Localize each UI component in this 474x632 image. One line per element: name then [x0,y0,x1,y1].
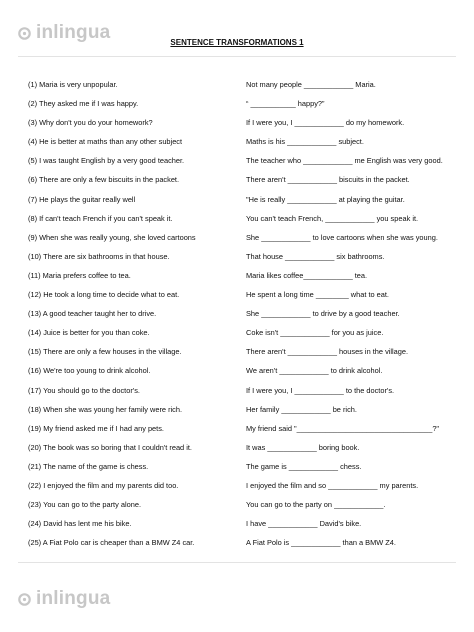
exercise-row [0,361,474,380]
page-title: SENTENCE TRANSFORMATIONS 1 [170,38,304,47]
top-divider [18,56,456,57]
original-sentence: (17) You should go to the doctor's. [28,385,140,395]
transformation-prompt: She ____________ to love cartoons when she was young. [246,232,438,242]
inlingua-mark-icon [18,593,31,606]
exercise-row [0,342,474,361]
original-sentence: (4) He is better at maths than any other subject [28,137,183,147]
original-sentence: (7) He plays the guitar really well [28,194,136,204]
original-sentence: (9) When she was really young, she loved cartoons [28,232,196,242]
original-sentence: (22) I enjoyed the film and my parents did too. [28,480,179,490]
exercise-row [0,514,474,533]
transformation-prompt: You can go to the party on ____________. [246,500,386,510]
transformation-prompt: The game is ____________ chess. [246,461,362,471]
transformation-prompt: We aren't ____________ to drink alcohol. [246,366,383,376]
exercise-row [0,438,474,457]
exercise-row [0,495,474,514]
transformation-prompt: I enjoyed the film and so ____________ my parents. [246,480,419,490]
transformation-prompt: My friend said "_________________________________?" [246,423,440,433]
transformation-prompt: “ ___________ happy?” [246,99,325,109]
transformation-prompt: A Fiat Polo is ____________ than a BMW Z4. [246,538,396,548]
original-sentence: (6) There are only a few biscuits in the packet. [28,175,180,185]
exercise-row [0,400,474,419]
exercise-row [0,381,474,400]
transformation-prompt: That house ____________ six bathrooms. [246,251,385,261]
original-sentence: (13) A good teacher taught her to drive. [28,309,157,319]
transformation-prompt: There aren't ____________ biscuits in the packet. [246,175,410,185]
original-sentence: (11) Maria prefers coffee to tea. [28,270,131,280]
exercise-row [0,457,474,476]
transformation-prompt: She ____________ to drive by a good teacher. [246,309,400,319]
original-sentence: (12) He took a long time to decide what to eat. [28,290,180,300]
exercise-row [0,266,474,285]
bottom-divider [18,562,456,563]
original-sentence: (25) A Fiat Polo car is cheaper than a BMW Z4 car. [28,538,195,548]
exercise-row [0,419,474,438]
exercise-row [0,170,474,189]
exercise-row [0,151,474,170]
original-sentence: (23) You can go to the party alone. [28,500,141,510]
transformation-prompt: You can't teach French, ____________ you speak it. [246,213,419,223]
exercise-row [0,476,474,495]
exercise-list [0,75,474,552]
transformation-prompt: Maria likes coffee____________ tea. [246,270,368,280]
brand-name: inlingua [36,588,111,609]
brand-name: inlingua [36,22,111,43]
original-sentence: (10) There are six bathrooms in that house. [28,251,170,261]
exercise-row [0,247,474,266]
transformation-prompt: Her family ____________ be rich. [246,404,357,414]
original-sentence: (24) David has lent me his bike. [28,519,132,529]
original-sentence: (8) If can't teach French if you can't speak it. [28,213,173,223]
exercise-row [0,285,474,304]
transformation-prompt: Not many people ____________ Maria. [246,80,376,89]
original-sentence: (1) Maria is very unpopular. [28,80,118,89]
inlingua-logo-bottom [18,588,110,610]
transformation-prompt: There aren't ____________ houses in the village. [246,347,409,357]
exercise-row [0,190,474,209]
exercise-row [0,209,474,228]
original-sentence: (18) When she was young her family were rich. [28,404,183,414]
exercise-row [0,323,474,342]
transformation-prompt: The teacher who ____________ me English was very good. [246,156,443,166]
original-sentence: (21) The name of the game is chess. [28,461,149,471]
transformation-prompt: If I were you, I ____________ do my homework. [246,118,405,128]
original-sentence: (2) They asked me if I was happy. [28,99,139,109]
transformation-prompt: I have ____________ David's bike. [246,519,362,529]
exercise-row [0,113,474,132]
exercise-row [0,94,474,113]
original-sentence: (16) We're too young to drink alcohol. [28,366,151,376]
exercise-row [0,228,474,247]
exercise-row [0,533,474,552]
transformation-prompt: It was ____________ boring book. [246,442,360,452]
transformation-prompt: "He is really ____________ at playing the guitar. [246,194,405,204]
original-sentence: (19) My friend asked me if I had any pets. [28,423,164,433]
exercise-row [0,132,474,151]
original-sentence: (15) There are only a few houses in the village. [28,347,182,357]
original-sentence: (5) I was taught English by a very good teacher. [28,156,185,166]
original-sentence: (20) The book was so boring that I couldn't read it. [28,442,192,452]
transformation-prompt: He spent a long time ________ what to eat. [246,290,389,300]
transformation-prompt: Maths is his ____________ subject. [246,137,364,147]
original-sentence: (14) Juice is better for you than coke. [28,328,150,338]
transformation-prompt: If I were you, I ____________ to the doctor's. [246,385,395,395]
transformation-prompt: Coke isn't ____________ for you as juice. [246,328,384,338]
original-sentence: (3) Why don't you do your homework? [28,118,153,128]
exercise-row [0,75,474,94]
exercise-row [0,304,474,323]
